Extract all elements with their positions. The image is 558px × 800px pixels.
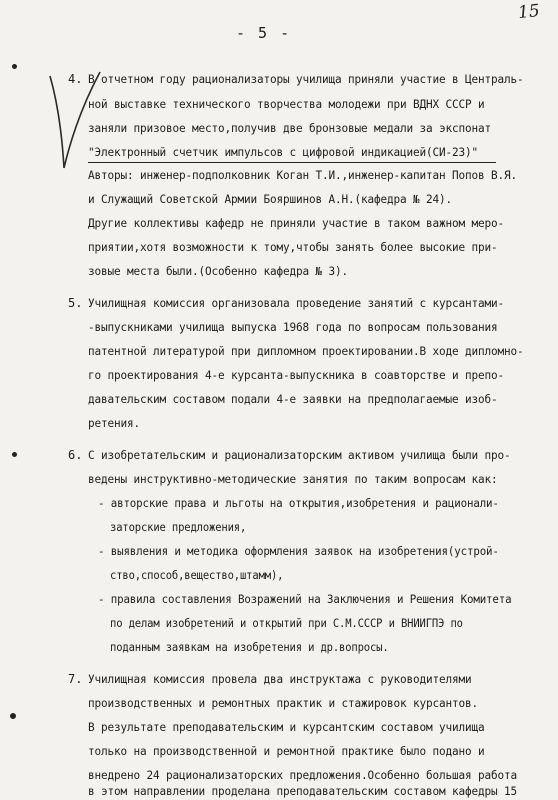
- item-number: 5.: [68, 296, 83, 310]
- bullet-line: заторские предложения,: [110, 521, 247, 534]
- text-line: производственных и ремонтных практик и стажировок курсантов.: [88, 697, 479, 710]
- margin-mark: [12, 452, 17, 457]
- bullet-line: ство,способ,вещество,штамм),: [110, 569, 284, 582]
- text-line: приятии,хотя возможности к тому,чтобы занять более высокие при-: [88, 241, 498, 254]
- text-line: патентной литературой при дипломном проектировании.В ходе дипломно-: [88, 345, 524, 358]
- bullet-line: - авторские права и льготы на открытия,изобретения и рационали-: [98, 497, 499, 510]
- text-line: Другие коллективы кафедр не приняли участие в таком важном меро-: [88, 217, 504, 230]
- text-line: давательским составом подали 4-е заявки на предполагаемые изоб-: [88, 393, 498, 406]
- text-line: го проектирования 4-е курсанта-выпускника в соавторстве и препо-: [88, 369, 504, 382]
- margin-mark: [12, 64, 17, 69]
- bullet-line: по делам изобретений и открытий при С.М.СССР и ВНИИГПЭ по: [110, 617, 463, 630]
- item-number: 6.: [68, 448, 83, 462]
- item-number: 4.: [68, 72, 83, 86]
- text-line: Училищная комиссия провела два инструктажа с руководителями: [88, 673, 472, 686]
- bullet-line: поданным заявкам на изобретения и др.вопросы.: [110, 641, 389, 654]
- text-line: и Служащий Советской Армии Бояршинов А.Н.(кафедра № 24).: [88, 193, 453, 206]
- margin-mark: [10, 713, 16, 719]
- bullet-line: - правила составления Возражений на Заключения и Решения Комитета: [98, 593, 512, 606]
- text-line: зовые места были.(Особенно кафедра № 3).: [88, 265, 348, 278]
- bullet-line: - выявления и методика оформления заявок на изобретения(устрой-: [98, 545, 499, 558]
- item-number: 7.: [68, 672, 83, 686]
- text-line: Авторы: инженер-подполковник Коган Т.И.,инженер-капитан Попов В.Я.: [88, 169, 517, 182]
- text-line: "Электронный счетчик импульсов с цифровой индикацией(СИ-23)": [88, 146, 479, 159]
- text-line: В отчетном году рационализаторы училища приняли участие в Централь-: [88, 73, 524, 86]
- text-line: заняли призовое место,получив две бронзовые медали за экспонат: [88, 122, 492, 135]
- text-line: только на производственной и ремонтной практике было подано и: [88, 745, 485, 758]
- text-line: в этом направлении проделана преподавательским составом кафедры 15: [88, 785, 517, 798]
- text-line: ной выставке технического творчества молодежи при ВДНХ СССР и: [88, 98, 485, 111]
- text-line: ведены инструктивно-методические занятия по таким вопросам как:: [88, 473, 498, 486]
- text-line: внедрено 24 рационализаторских предложения.Особенно большая работа: [88, 769, 517, 782]
- text-line: С изобретательским и рационализаторским активом училища были про-: [88, 449, 511, 462]
- text-line: ретения.: [88, 417, 141, 430]
- text-line: -выпускниками училища выпуска 1968 года по вопросам пользования: [88, 321, 498, 334]
- underline-rule: [88, 162, 496, 163]
- folio-number: 15: [517, 0, 541, 24]
- page-number: - 5 -: [236, 24, 292, 42]
- text-line: Училищная комиссия организовала проведение занятий с курсантами-: [88, 297, 504, 310]
- text-line: В результате преподавательским и курсантским составом училища: [88, 721, 485, 734]
